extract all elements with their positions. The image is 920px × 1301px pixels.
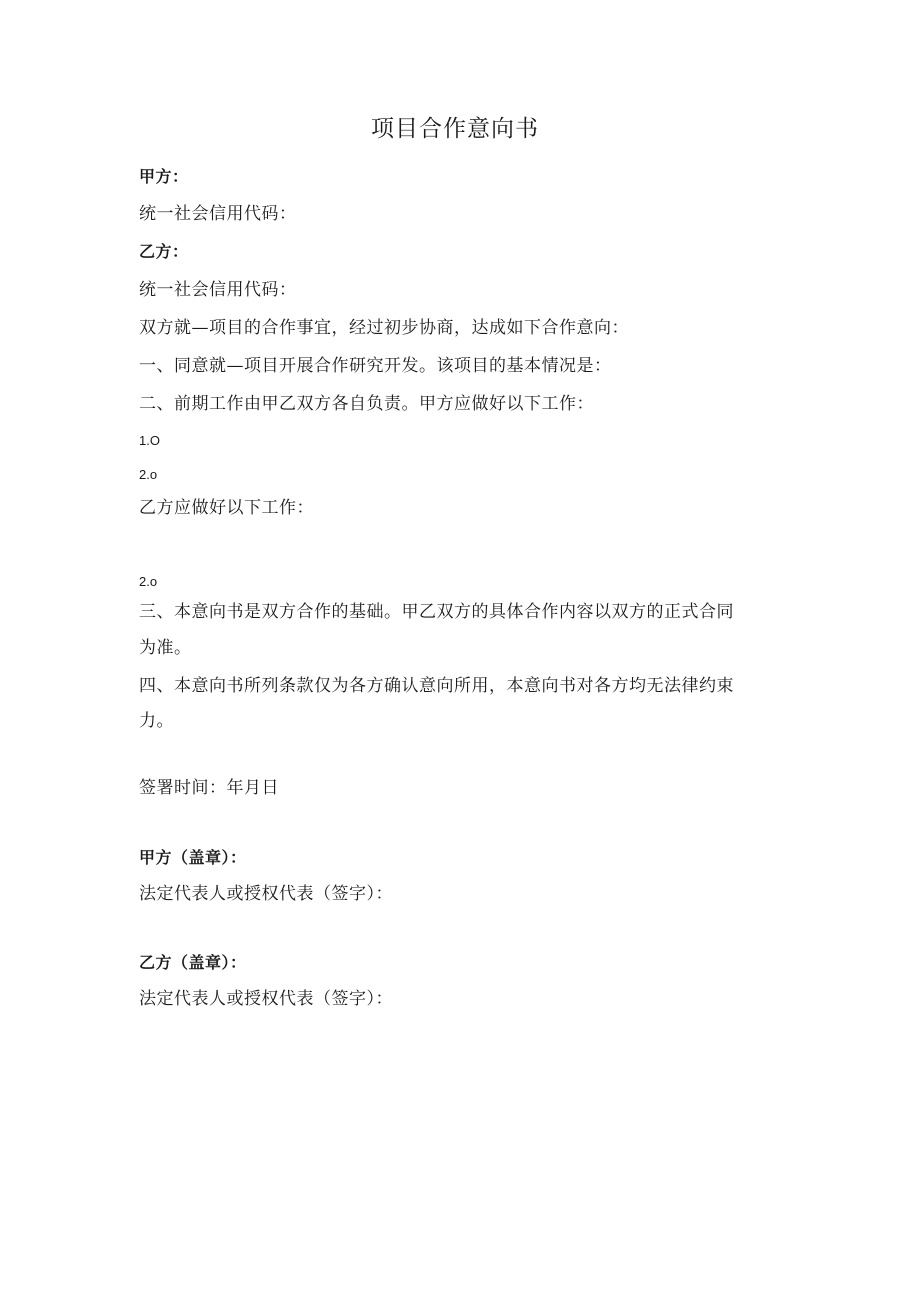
party-b-signature: 法定代表人或授权代表（签字）： <box>139 989 393 1009</box>
party-a-task-2: 2.o <box>139 467 158 482</box>
party-b-tasks-intro: 乙方应做好以下工作： <box>139 498 314 518</box>
party-a-task-1: 1.O <box>139 433 160 448</box>
party-a-seal: 甲方（盖章）： <box>139 848 247 867</box>
party-a-signature: 法定代表人或授权代表（签字）： <box>139 884 393 904</box>
party-b-credit-code: 统一社会信用代码： <box>139 280 297 300</box>
intro-paragraph: 双方就—项目的合作事宜，经过初步协商，达成如下合作意向： <box>139 318 629 338</box>
party-b-task-2: 2.o <box>139 574 158 589</box>
clause-4-line-1: 四、本意向书所列条款仅为各方确认意向所用，本意向书对各方均无法律约束 <box>139 676 734 696</box>
party-b-seal: 乙方（盖章）： <box>139 953 247 972</box>
clause-1: 一、同意就—项目开展合作研究开发。该项目的基本情况是： <box>139 356 612 376</box>
party-b-label: 乙方： <box>139 242 189 261</box>
clause-3-line-1: 三、本意向书是双方合作的基础。甲乙双方的具体合作内容以双方的正式合同 <box>139 602 734 622</box>
document-title: 项目合作意向书 <box>371 116 539 142</box>
party-a-label: 甲方： <box>139 167 189 186</box>
party-a-credit-code: 统一社会信用代码： <box>139 204 297 224</box>
clause-4-line-2: 力。 <box>139 711 174 731</box>
clause-3-line-2: 为准。 <box>139 638 192 658</box>
signing-time: 签署时间：年月日 <box>139 778 279 798</box>
clause-2: 二、前期工作由甲乙双方各自负责。甲方应做好以下工作： <box>139 394 594 414</box>
